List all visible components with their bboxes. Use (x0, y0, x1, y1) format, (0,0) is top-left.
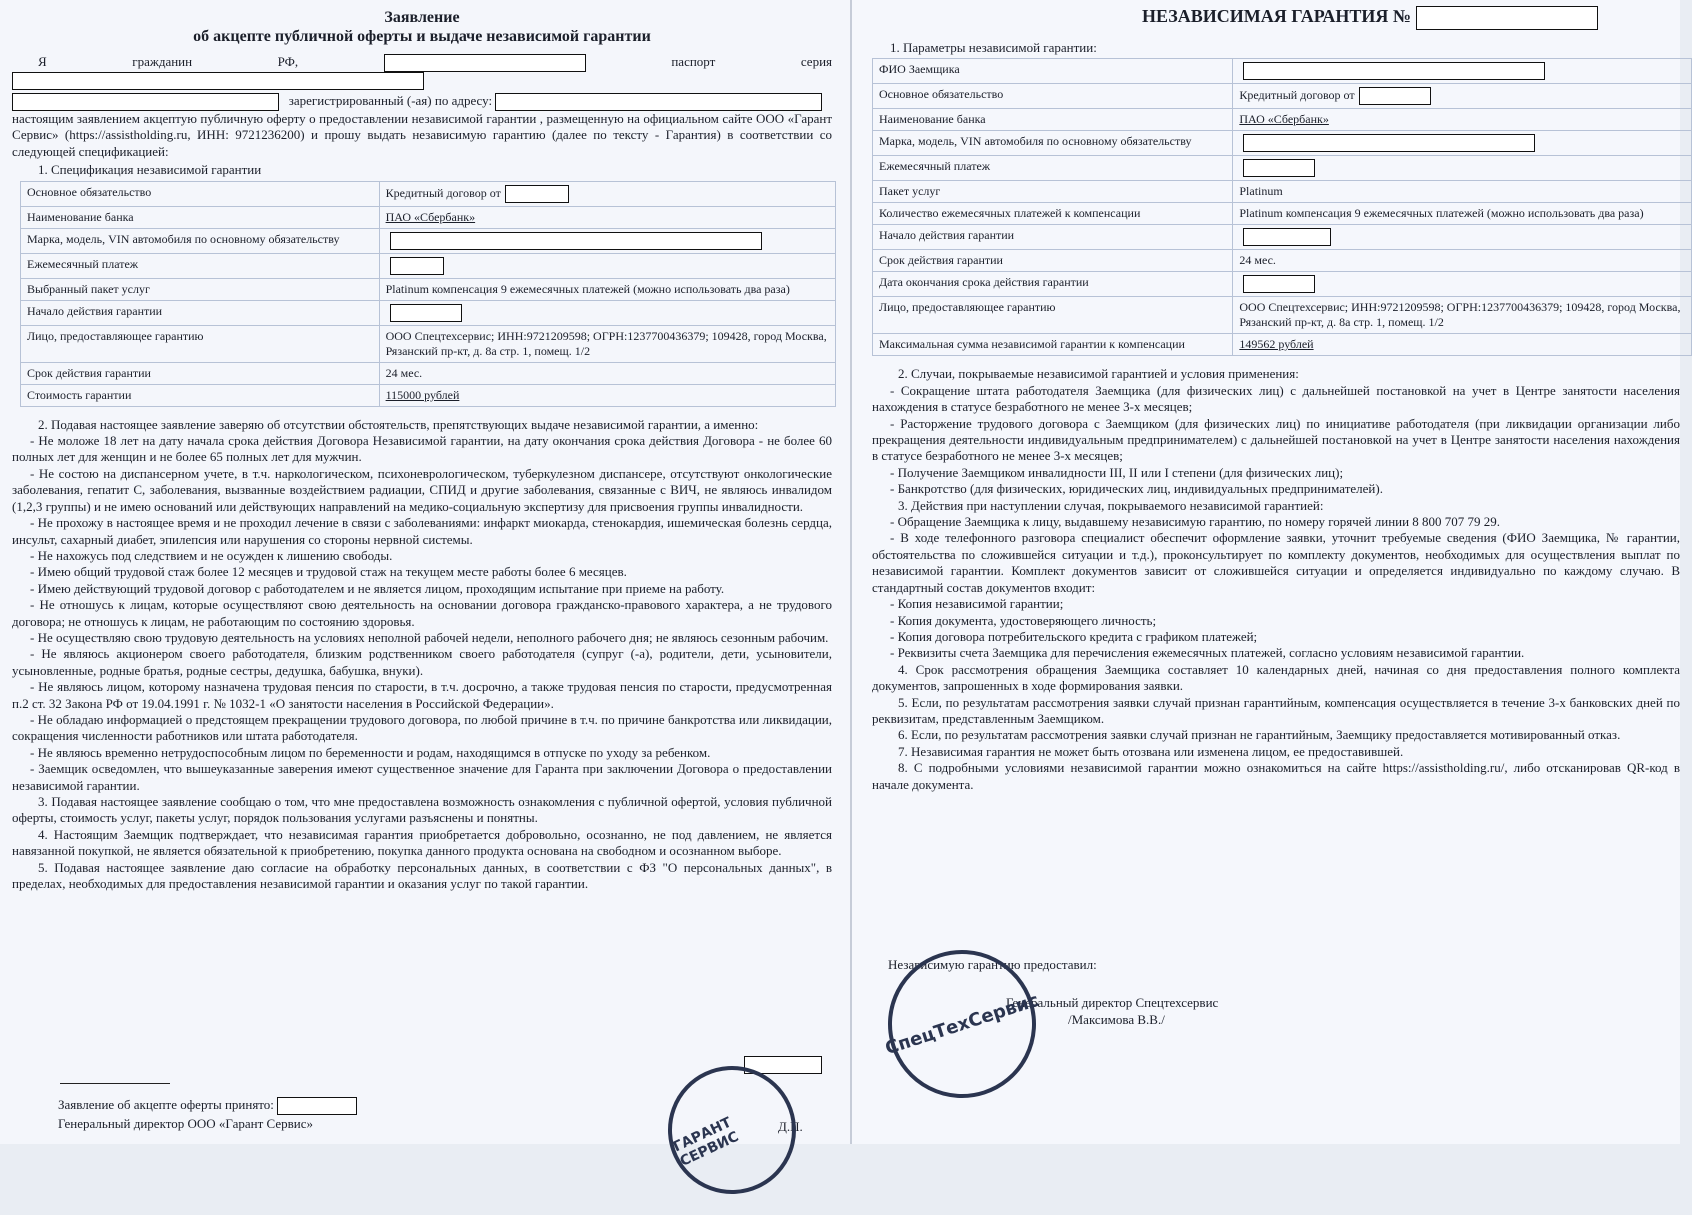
param-row (873, 225, 1692, 250)
accepted-label: Заявление об акцепте оферты принято: (58, 1097, 274, 1112)
param-value (1233, 84, 1692, 109)
applicant-line (12, 54, 832, 90)
assurance-item: - Не отношусь к лицам, которые осуществляют свою деятельность на основании договора гражданско-правового характера, а не трудового договора; не отношусь к лицам, не работающим по состоянию здоровья. (12, 597, 832, 629)
intro-citizen-label: Я гражданин РФ, (38, 54, 299, 69)
signer-name: Д.П. (778, 1119, 803, 1134)
spec-row (21, 253, 836, 278)
param-value (1233, 297, 1692, 334)
param-value-text: Platinum (1239, 184, 1283, 199)
application-subtitle: об акцепте публичной оферты и выдаче независимой гарантии (193, 28, 651, 45)
intro-passport-label: паспорт серия (671, 54, 833, 69)
params-heading: 1. Параметры независимой гарантии: (890, 40, 1097, 55)
case-item: - Сокращение штата работодателя Заемщика (для физических лиц) с дальнейшей постановкой на учет в Центре занятости населения нахождения в статусе безработного не менее 3-х месяцев; (872, 382, 1680, 415)
redacted-field (1243, 159, 1315, 177)
spec-value (379, 278, 835, 300)
actions-list (872, 514, 1680, 662)
param-key: Начало действия гарантии (873, 225, 1233, 250)
param-value (1233, 156, 1692, 181)
case-item: - Банкротство (для физических, юридических лиц, индивидуальных предпринимателей). (890, 481, 1383, 497)
param-key: Максимальная сумма независимой гарантии к компенсации (873, 334, 1233, 356)
param-key: Ежемесячный платеж (873, 156, 1233, 181)
param-key: Лицо, предоставляющее гарантию (873, 297, 1233, 334)
acceptance-block (58, 1096, 357, 1132)
param-row (873, 334, 1692, 356)
param-value (1233, 59, 1692, 84)
section-2-heading: 2. Подавая настоящее заявление заверяю об отсутствии обстоятельств, препятствующих выдаче независимой гарантии, а именно: (38, 416, 759, 432)
cases-heading: 2. Случаи, покрываемые независимой гарантией и условия применения: (898, 366, 1299, 382)
paragraph-4: 4. Настоящим Заемщик подтверждает, что независимая гарантия приобретается добровольно, осознанно, не под давлением, не является навязанной покупкой, не является обязательной к приобретению, покупка данного продукта основана на свободном и осознанном выборе. (12, 826, 832, 859)
spec-row (21, 278, 836, 300)
assurance-item: - Не обладаю информацией о предстоящем прекращении трудового договора, по любой причине в т.ч. по причине банкротства или ликвидации, сокращения численности работников или штата работодателя. (12, 711, 832, 744)
redacted-field (505, 185, 569, 203)
param-row (873, 59, 1692, 84)
intro-body: настоящим заявлением акцептую публичную оферту о предоставлении независимой гарантии , размещенную на официальном сайте ООО «Гарант Сервис» (https://assistholding.ru, ИНН: 9721236200) и прошу выдать независимую гарантию (далее по тексту - Гарантия) в соответствии со следующей спецификацией: (12, 111, 832, 159)
paragraph-r8: 8. С подробными условиями независимой гарантии можно ознакомиться на сайте https://assistholding.ru/, либо отсканировав QR-код в начале документа. (872, 760, 1680, 792)
param-value-text: Кредитный договор от (1239, 88, 1355, 103)
guarantee-title: НЕЗАВИСИМАЯ ГАРАНТИЯ № (1142, 6, 1411, 27)
redacted-field (1359, 87, 1431, 105)
stamp-text-right: СпецТехСервис (882, 989, 1042, 1059)
paragraph-3: 3. Подавая настоящее заявление сообщаю о том, что мне предоставлена возможность ознакомления с публичной офертой, условия публичной оферты, стоимость услуг, пакеты услуг, порядок пользования услугами разъяснены и понятны. (12, 794, 832, 826)
param-key: Наименование банка (873, 109, 1233, 131)
stamp-text-left: ГАРАНТ СЕРВИС (670, 1114, 742, 1170)
spec-key: Основное обязательство (21, 181, 380, 206)
spec-row (21, 181, 836, 206)
param-row (873, 131, 1692, 156)
spec-key: Стоимость гарантии (21, 384, 380, 406)
action-item: - Обращение Заемщика к лицу, выдавшему независимую гарантию, по номеру горячей линии 8 800 707 79 29. (890, 514, 1501, 530)
redacted-field (1243, 62, 1545, 80)
action-item: - Реквизиты счета Заемщика для перечисления ежемесячных платежей, согласно условиям независимой гарантии. (890, 645, 1525, 661)
action-item: - Копия независимой гарантии; (890, 596, 1064, 612)
spec-key: Лицо, предоставляющее гарантию (21, 325, 380, 362)
param-value-text: 149562 рублей (1239, 337, 1314, 352)
param-key: Основное обязательство (873, 84, 1233, 109)
spec-key: Срок действия гарантии (21, 362, 380, 384)
param-key: Марка, модель, VIN автомобиля по основному обязательству (873, 131, 1233, 156)
param-key: Количество ежемесячных платежей к компенсации (873, 203, 1233, 225)
spec-value-text: 24 мес. (385, 365, 423, 380)
param-value (1233, 203, 1692, 225)
assurances-list (12, 433, 832, 794)
redacted-field (390, 304, 462, 322)
assurance-item: - Не осуществляю свою трудовую деятельность на условиях неполной рабочей недели, неполного рабочего дня; не являюсь сезонным рабочим. (30, 629, 829, 645)
param-row (873, 272, 1692, 297)
assurance-item: - Не состою на диспансерном учете, в т.ч. наркологическом, психоневрологическом, туберкулезном диспансере, отсутствуют онкологические заболевания, гепатит С, заболевания, вызванные воздействием радиации, СПИД и другие заболевания, связанные с ВИЧ, не являюсь инвалидом (1,2,3 группы) и не имею оснований или действующих направлений на медико-социальную экспертизу для присвоения группы инвалидности. (12, 465, 832, 514)
param-row (873, 156, 1692, 181)
spec-value-text: ООО Спецтехсервис; ИНН:9721209598; ОГРН:1237700436379; 109428, город Москва, Рязанский пр-кт, д. 8а стр. 1, помещ. 1/2 (385, 328, 827, 358)
assurance-item: - Имею действующий трудовой договор с работодателем и не является лицом, проходящим испытание при приеме на работу. (30, 580, 725, 596)
spec-row (21, 384, 836, 406)
paragraph-r5: 5. Если, по результатам рассмотрения заявки случай признан гарантийным, компенсация осуществляется в течение 3-х банковских дней по реквизитам, представленным Заемщиком. (872, 694, 1680, 726)
redacted-address (495, 93, 822, 111)
case-item: - Расторжение трудового договора с Заемщиком (для физических лиц) по инициативе работодателя (при ликвидации организации либо прекращения деятельности индивидуальным предпринимателем) с дальнейшей постановкой на учет в Центре занятости населения нахождения в статусе безработного не менее 3-х месяцев; (872, 415, 1680, 464)
action-item: - В ходе телефонного разговора специалист обеспечит оформление заявки, уточнит требуемые сведения (ФИО Заемщика, № гарантии, обстоятельства по сложившейся ситуации и т.д.), проконсультирует по комплекту документов, необходимых для осуществления выплат по независимой гарантии. Комплект документов зависит от сложившейся ситуации и определяется индивидуально по каждому случаю. В стандартный состав документов входит: (872, 530, 1680, 595)
redacted-guarantee-number (1416, 6, 1598, 30)
spec-value (379, 325, 835, 362)
application-page (0, 0, 850, 1170)
spec-key: Ежемесячный платеж (21, 253, 380, 278)
spec-value-text: ПАО «Сбербанк» (385, 209, 476, 224)
spec-row (21, 206, 836, 228)
param-value (1233, 131, 1692, 156)
assurance-item: - Не нахожусь под следствием и не осужден к лишению свободы. (30, 547, 393, 563)
parameters-table (872, 58, 1692, 356)
redacted-field (1243, 134, 1535, 152)
right-signer-name: /Максимова В.В./ (1068, 1012, 1165, 1027)
spec-key: Наименование банка (21, 206, 380, 228)
param-value-text: 24 мес. (1239, 253, 1276, 268)
guarantee-title-row (1142, 6, 1680, 30)
redacted-passport (12, 72, 424, 90)
redacted-field (1243, 275, 1315, 293)
param-key: Пакет услуг (873, 181, 1233, 203)
case-item: - Получение Заемщиком инвалидности III, II или I степени (для физических лиц); (890, 464, 1344, 480)
assurance-item: - Не являюсь временно нетрудоспособным лицом по беременности и родам, находящимся в отпуске по уходу за ребенком. (30, 744, 711, 760)
address-line (12, 93, 832, 111)
param-value (1233, 181, 1692, 203)
spec-value-text: Platinum компенсация 9 ежемесячных платежей (можно использовать два раза) (385, 281, 790, 296)
intro-address-label: зарегистрированный (-ая) по адресу: (288, 93, 493, 109)
assurance-item: - Не прохожу в настоящее время и не проходил лечение в связи с заболеваниями: инфаркт миокарда, стенокардия, ишемическая болезнь сердца, инсульт, сахарный диабет, эпилепсия или нарушения со стороны нервной системы. (12, 515, 832, 547)
section-1-heading: 1. Спецификация независимой гарантии (38, 162, 262, 178)
actions-heading: 3. Действия при наступлении случая, покрываемого независимой гарантией: (898, 497, 1324, 513)
redacted-field (390, 232, 762, 250)
paragraph-r7: 7. Независимая гарантия не может быть отозвана или изменена лицом, ее предоставившей. (898, 743, 1404, 759)
issued-by-label: Независимую гарантию предоставил: (888, 957, 1097, 972)
cases-list (872, 383, 1680, 498)
application-title: Заявление (384, 9, 460, 26)
spec-value (379, 384, 835, 406)
guarantee-page (852, 0, 1680, 1144)
param-value-text: Platinum компенсация 9 ежемесячных платежей (можно использовать два раза) (1239, 206, 1644, 221)
param-key: ФИО Заемщика (873, 59, 1233, 84)
spec-value (379, 206, 835, 228)
spec-row (21, 325, 836, 362)
spec-value-text: 115000 рублей (385, 387, 460, 402)
redacted-date (277, 1097, 357, 1115)
spec-value (379, 362, 835, 384)
param-row (873, 250, 1692, 272)
redacted-field (1243, 228, 1331, 246)
param-value (1233, 109, 1692, 131)
paragraph-r6: 6. Если, по результатам рассмотрения заявки случай признан не гарантийным, Заемщику предоставляется мотивированный отказ. (898, 727, 1621, 743)
param-value (1233, 250, 1692, 272)
assurance-item: - Не являюсь лицом, которому назначена трудовая пенсия по старости, в т.ч. досрочно, а также трудовая пенсия по старости, предусмотренная п.2 ст. 32 Закона РФ от 19.04.1991 г. № 1032-1 «О занятости населения в Российской Федерации». (12, 679, 832, 711)
assurance-item: - Не являюсь акционером своего работодателя, близким родственником своего работодателя (супруг (-а), родители, дети, усыновители, усыновленные, родные братья, родные сестры, дедушка, бабушка, внуки). (12, 646, 832, 678)
assurance-item: - Не моложе 18 лет на дату начала срока действия Договора Независимой гарантии, на дату окончания срока действия Договора - не более 60 полных лет для женщин и не более 65 полных лет для мужчин. (12, 433, 832, 465)
param-value (1233, 272, 1692, 297)
spec-key: Выбранный пакет услуг (21, 278, 380, 300)
param-key: Срок действия гарантии (873, 250, 1233, 272)
spec-key: Начало действия гарантии (21, 300, 380, 325)
right-director-label: Генеральный директор Спецтехсервис (1006, 995, 1219, 1010)
param-row (873, 181, 1692, 203)
spec-value (379, 181, 835, 206)
param-value-text: ООО Спецтехсервис; ИНН:9721209598; ОГРН:1237700436379; 109428, город Москва, Рязанский пр-кт, д. 8а стр. 1, помещ. 1/2 (1239, 300, 1681, 330)
spec-value (379, 228, 835, 253)
param-key: Дата окончания срока действия гарантии (873, 272, 1233, 297)
param-row (873, 109, 1692, 131)
param-value-text: ПАО «Сбербанк» (1239, 112, 1329, 127)
paragraph-5: 5. Подавая настоящее заявление даю согласие на обработку персональных данных, в соответствии с ФЗ "О персональных данных", в пределах, необходимых для предоставления независимой гарантии и оказания услуг по такой гарантии. (12, 859, 832, 892)
action-item: - Копия документа, удостоверяющего личность; (890, 612, 1157, 628)
spec-row (21, 300, 836, 325)
signature-line (60, 1083, 170, 1084)
param-value (1233, 225, 1692, 250)
specification-table (20, 181, 836, 407)
spec-row (21, 228, 836, 253)
spec-value (379, 253, 835, 278)
redacted-field (390, 257, 444, 275)
param-row (873, 84, 1692, 109)
param-row (873, 297, 1692, 334)
param-value (1233, 334, 1692, 356)
redacted-name (384, 54, 586, 72)
spec-value-text: Кредитный договор от (385, 185, 501, 200)
redacted-passport-2 (12, 93, 279, 111)
paragraph-r4: 4. Срок рассмотрения обращения Заемщика составляет 10 календарных дней, начиная со дня предоставления полного комплекта документов, запрошенных в ходе формирования заявки. (872, 661, 1680, 694)
action-item: - Копия договора потребительского кредита с графиком платежей; (890, 628, 1258, 644)
spec-key: Марка, модель, VIN автомобиля по основному обязательству (21, 228, 380, 253)
spec-value (379, 300, 835, 325)
assurance-item: - Имею общий трудовой стаж более 12 месяцев и трудовой стаж на текущем месте работы более 6 месяцев. (30, 564, 627, 580)
param-row (873, 203, 1692, 225)
director-label: Генеральный директор ООО «Гарант Сервис» (58, 1116, 313, 1132)
assurance-item: - Заемщик осведомлен, что вышеуказанные заверения имеют существенное значение для Гаранта при заключении Договора о предоставлении независимой гарантии. (12, 761, 832, 793)
spec-row (21, 362, 836, 384)
